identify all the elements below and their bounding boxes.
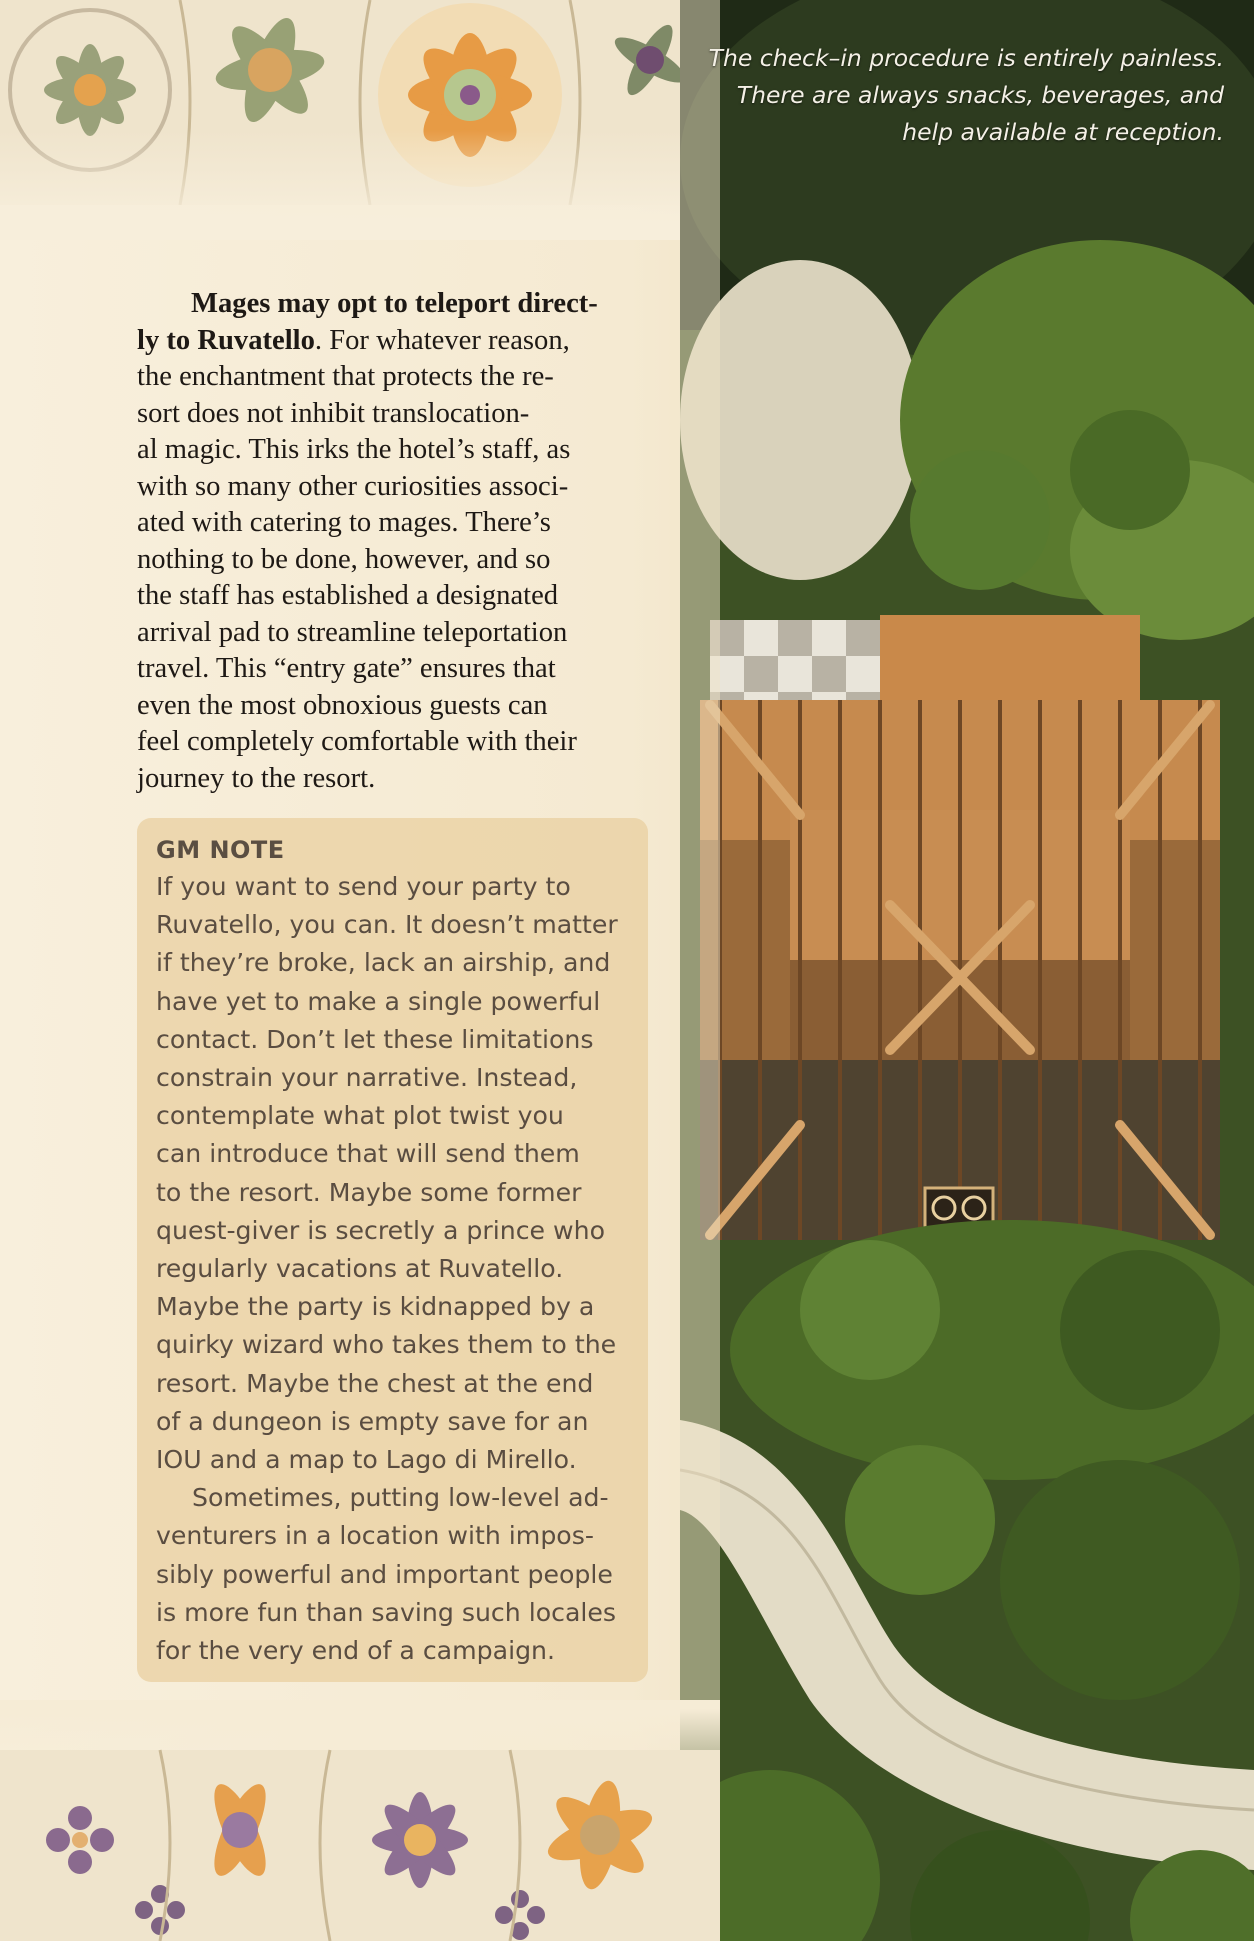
gm-note-line: have yet to make a single powerful [156,986,601,1016]
body-line: the enchantment that protects the re- [137,361,554,392]
decorative-tile-border-bottom [0,1720,720,1941]
gm-note-line: for the very end of a campaign. [156,1636,556,1666]
body-line: with so many other curiosities associ- [137,470,569,502]
gm-note-line: If you want to send your party to [156,872,571,901]
gm-note-text [156,868,636,1670]
gm-note-line: quest-giver is secretly a prince who [156,1215,606,1245]
tile-fade-top [0,130,720,240]
body-line: travel. This “entry gate” ensures that [137,653,556,684]
body-line: the staff has established a designated [137,580,559,611]
resort-map-illustration [680,0,1254,1941]
body-line: al magic. This irks the hotel’s staff, as [137,434,571,465]
body-line: nothing to be done, however, and so [137,543,551,575]
gm-note-line: Maybe the party is kidnapped by a [156,1292,595,1322]
body-line: arrival pad to streamline teleportation [137,616,568,648]
gm-note-line: contemplate what plot twist you [156,1101,564,1131]
tile-rosette-6 [372,1792,468,1888]
body-line: . For whatever reason, [314,324,570,356]
body-line: feel completely comfortable with their [137,726,577,757]
gm-note-title: GM NOTE [156,836,285,864]
lead-in-bold: Mages may opt to teleport direct- [191,288,598,319]
gm-note-line: sibly powerful and important people [156,1559,613,1589]
gm-note-line: constrain your narrative. Instead, [156,1063,578,1093]
gm-note-line: venturers in a location with impos- [156,1521,594,1551]
gm-note-line: contact. Don’t let these limitations [156,1024,594,1054]
gm-note-line: of a dungeon is empty save for an [156,1406,589,1436]
gm-note-line: IOU and a map to Lago di Mirello. [156,1445,577,1475]
caption-line: help available at reception. [902,118,1224,146]
lead-in-bold: ly to Ruvatello [137,324,315,356]
caption-line: There are always snacks, beverages, and [736,81,1224,109]
body-line: ated with catering to mages. There’s [137,507,551,538]
tiled-roof [700,615,1220,1240]
gm-note-line: Sometimes, putting low-level ad- [192,1483,609,1513]
body-line: journey to the resort. [137,762,376,794]
gm-note-line: regularly vacations at Ruvatello. [156,1254,564,1284]
map-caption [704,40,1224,151]
body-paragraph [137,286,655,797]
gm-note-line: quirky wizard who takes them to the [156,1330,617,1360]
gm-note-line: Ruvatello, you can. It doesn’t matter [156,910,618,940]
gm-note-line: resort. Maybe the chest at the end [156,1368,594,1398]
gm-note-line: if they’re broke, lack an airship, and [156,948,611,978]
gm-note-line: can introduce that will send them [156,1139,580,1169]
caption-line: The check–in procedure is entirely painless. [708,44,1224,72]
gm-note-line: to the resort. Maybe some former [156,1177,582,1207]
body-line: even the most obnoxious guests can [137,689,548,721]
gm-note-line: is more fun than saving such locales [156,1597,617,1627]
body-line: sort does not inhibit translocation- [137,397,530,429]
